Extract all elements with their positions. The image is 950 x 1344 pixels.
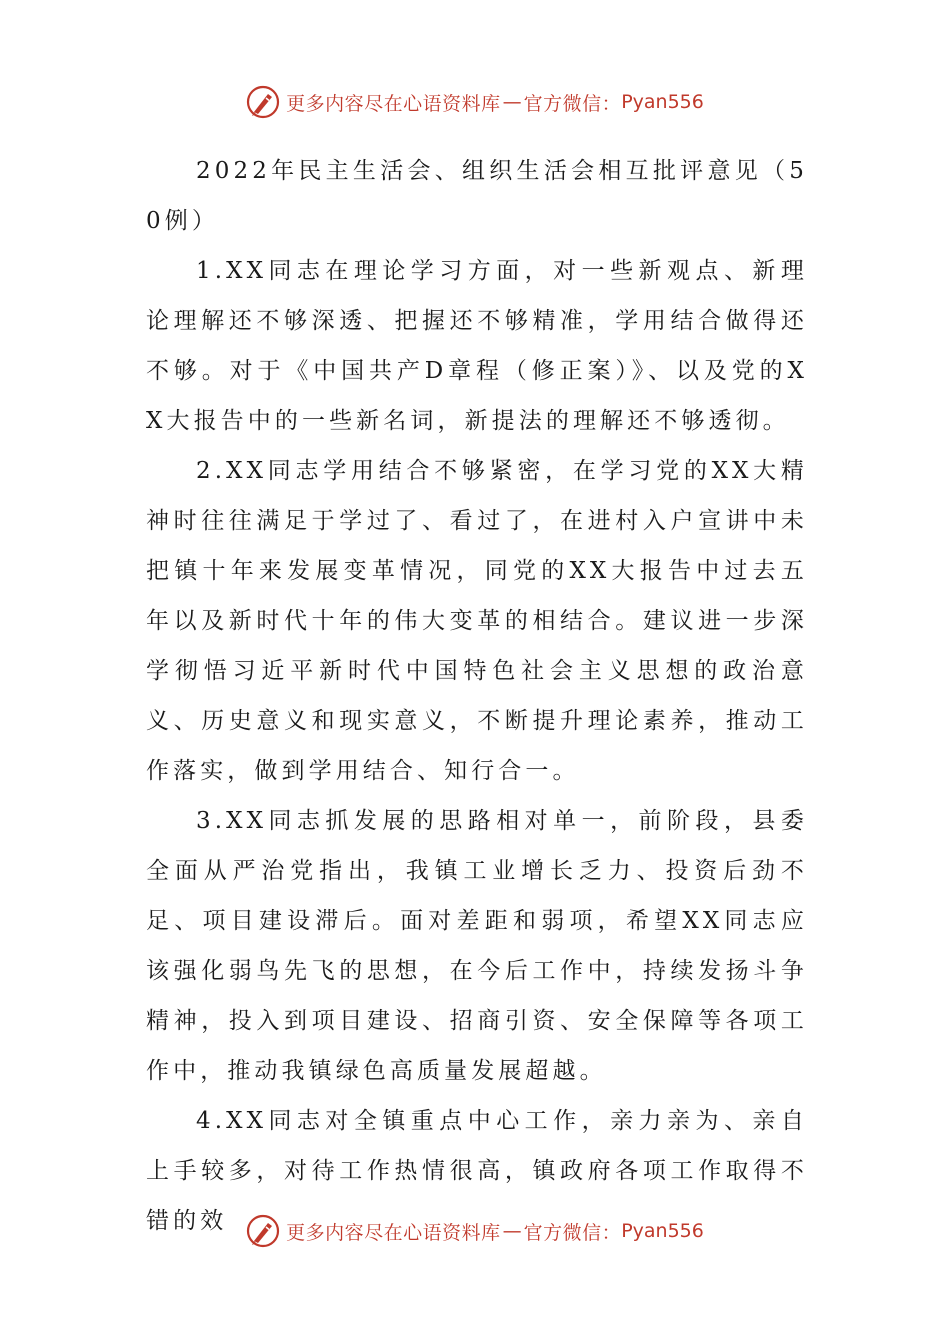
watermark-footer <box>0 1211 950 1251</box>
document-body <box>146 146 808 1246</box>
watermark-site-text: 更多内容尽在心语资料库 <box>286 92 501 115</box>
pen-nib-icon <box>246 1214 280 1248</box>
watermark-contact-label: 官方微信： <box>523 92 622 115</box>
watermark-contact-id: Pyan556 <box>621 1220 704 1242</box>
watermark-separator: — <box>502 91 522 113</box>
watermark-header <box>0 82 950 122</box>
paragraph-3: 3.XX同志抓发展的思路相对单一，前阶段，县委全面从严治党指出，我镇工业增长乏力、投资后劲不足、项目建设滞后。面对差距和弱项，希望XX同志应该强化弱鸟先飞的思想，在今后工作中，持续发扬斗争精神，投入到项目建设、招商引资、安全保障等各项工作中，推动我镇绿色高质量发展超越。 <box>146 808 808 1084</box>
paragraph-1: 1.XX同志在理论学习方面，对一些新观点、新理论理解还不够深透、把握还不够精准，学用结合做得还不够。对于《中国共产D章程（修正案）》、以及党的XX大报告中的一些新名词，新提法的理解还不够透彻。 <box>146 258 808 434</box>
document-title: 2022年民主生活会、组织生活会相互批评意见（50例） <box>146 158 808 234</box>
paragraph-4: 4.XX同志对全镇重点中心工作，亲力亲为、亲自上手较多，对待工作热情很高，镇政府各项工作取得不错的效 <box>146 1108 808 1234</box>
pen-nib-icon <box>246 85 280 119</box>
paragraph-2: 2.XX同志学用结合不够紧密，在学习党的XX大精神时往往满足于学过了、看过了，在进村入户宣讲中未把镇十年来发展变革情况，同党的XX大报告中过去五年以及新时代十年的伟大变革的相结合。建议进一步深学彻悟习近平新时代中国特色社会主义思想的政治意义、历史意义和现实意义，不断提升理论素养，推动工作落实，做到学用结合、知行合一。 <box>146 458 808 784</box>
watermark-contact-label: 官方微信： <box>523 1221 622 1244</box>
watermark-site-text: 更多内容尽在心语资料库 <box>286 1221 501 1244</box>
watermark-separator: — <box>502 1220 522 1242</box>
watermark-contact-id: Pyan556 <box>621 91 704 113</box>
